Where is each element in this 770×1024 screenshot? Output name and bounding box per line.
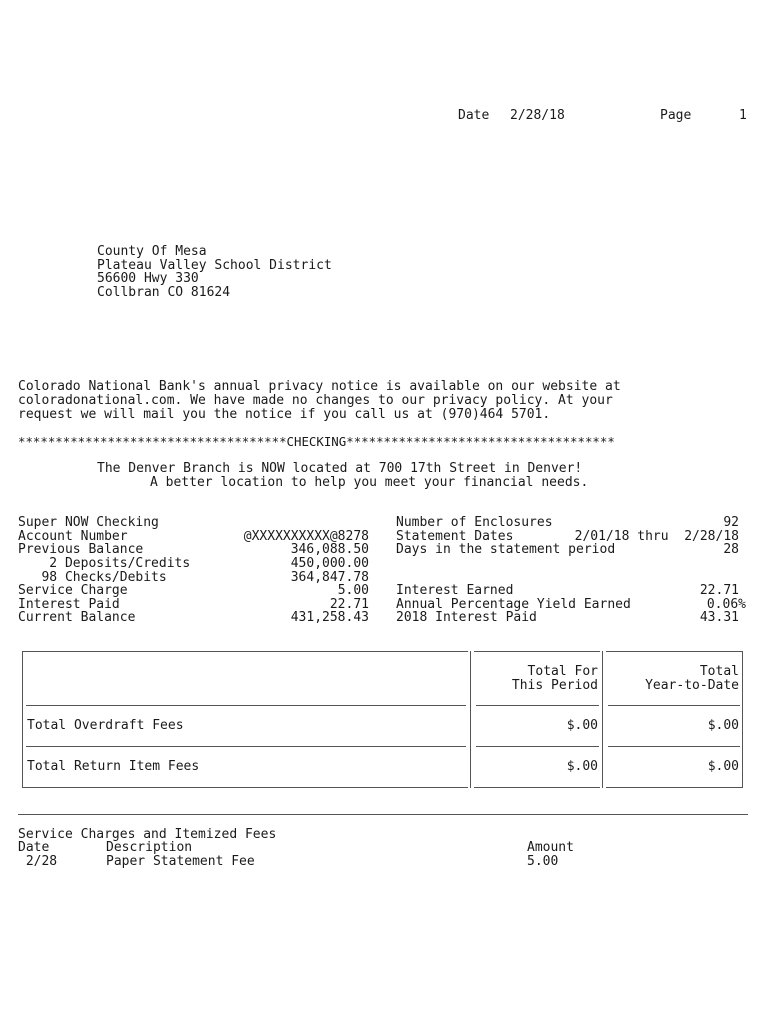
col-header-amount: Amount bbox=[527, 840, 574, 855]
table-rule bbox=[474, 787, 600, 788]
checking-section-banner: ************************************CHECKING************************************ bbox=[18, 434, 615, 449]
interest-earned-value: 22.71 bbox=[699, 583, 739, 598]
apy-value: 0.06% bbox=[706, 597, 746, 612]
page-number: 1 bbox=[739, 108, 747, 123]
ytd-interest-value: 43.31 bbox=[699, 610, 739, 625]
ytd-interest-label: 2018 Interest Paid bbox=[396, 610, 537, 625]
fee-row-ytd: $.00 bbox=[707, 759, 739, 774]
table-rule bbox=[476, 746, 599, 747]
table-rule bbox=[606, 651, 742, 652]
summary-label: Previous Balance bbox=[18, 542, 144, 557]
summary-label: 2 Deposits/Credits bbox=[18, 556, 191, 571]
table-rule bbox=[608, 746, 740, 747]
interest-earned-label: Interest Earned bbox=[396, 583, 514, 598]
col-header-ytd: Total bbox=[699, 664, 739, 679]
col-header-period: Total For bbox=[527, 664, 598, 679]
enclosures-label: Number of Enclosures bbox=[396, 515, 553, 530]
notice-line: request we will mail you the notice if you call us at (970)464 5701. bbox=[18, 407, 551, 422]
enclosures-value: 92 bbox=[723, 515, 739, 530]
account-number: @XXXXXXXXXX@8278 bbox=[243, 529, 369, 544]
col-header-date: Date bbox=[18, 840, 50, 855]
table-border bbox=[22, 651, 23, 788]
fee-row-period: $.00 bbox=[566, 759, 598, 774]
itemized-title: Service Charges and Itemized Fees bbox=[18, 827, 277, 842]
days-label: Days in the statement period bbox=[396, 542, 616, 557]
col-header-period: This Period bbox=[511, 678, 598, 693]
notice-line: Colorado National Bank's annual privacy notice is available on our website at bbox=[18, 379, 621, 394]
table-border bbox=[742, 651, 743, 788]
col-header-description: Description bbox=[106, 840, 193, 855]
statement-date: 2/28/18 bbox=[510, 108, 565, 123]
interest-paid: 22.71 bbox=[329, 597, 369, 612]
statement-dates-value: 2/01/18 thru 2/28/18 bbox=[574, 529, 739, 544]
table-border bbox=[602, 651, 603, 788]
summary-label: Interest Paid bbox=[18, 597, 120, 612]
date-label: Date bbox=[458, 108, 490, 123]
table-rule bbox=[608, 705, 740, 706]
summary-label: Current Balance bbox=[18, 610, 136, 625]
service-charge: 5.00 bbox=[337, 583, 369, 598]
previous-balance: 346,088.50 bbox=[290, 542, 369, 557]
table-rule bbox=[22, 651, 468, 652]
section-divider bbox=[18, 814, 748, 815]
current-balance: 431,258.43 bbox=[290, 610, 369, 625]
fee-description: Paper Statement Fee bbox=[106, 854, 255, 869]
apy-label: Annual Percentage Yield Earned bbox=[396, 597, 631, 612]
announcement-line: A better location to help you meet your financial needs. bbox=[150, 475, 589, 490]
fee-row-ytd: $.00 bbox=[707, 718, 739, 733]
checks-debits: 364,847.78 bbox=[290, 570, 369, 585]
table-rule bbox=[26, 705, 466, 706]
table-border bbox=[470, 651, 471, 788]
account-type: Super NOW Checking bbox=[18, 515, 159, 530]
table-rule bbox=[606, 787, 742, 788]
deposits-credits: 450,000.00 bbox=[290, 556, 369, 571]
address-line: Collbran CO 81624 bbox=[97, 285, 231, 300]
fee-row-label: Total Return Item Fees bbox=[27, 759, 200, 774]
summary-label: Account Number bbox=[18, 529, 128, 544]
summary-label: Service Charge bbox=[18, 583, 128, 598]
address-line: Plateau Valley School District bbox=[97, 258, 332, 273]
fee-amount: 5.00 bbox=[527, 854, 559, 869]
fee-date: 2/28 bbox=[18, 854, 58, 869]
table-rule bbox=[474, 651, 600, 652]
table-rule bbox=[476, 705, 599, 706]
fee-row-label: Total Overdraft Fees bbox=[27, 718, 184, 733]
table-rule bbox=[22, 787, 468, 788]
fee-row-period: $.00 bbox=[566, 718, 598, 733]
table-rule bbox=[26, 746, 466, 747]
address-line: 56600 Hwy 330 bbox=[97, 271, 199, 286]
address-line: County Of Mesa bbox=[97, 244, 207, 259]
col-header-ytd: Year-to-Date bbox=[645, 678, 739, 693]
statement-dates-label: Statement Dates bbox=[396, 529, 514, 544]
days-value: 28 bbox=[723, 542, 739, 557]
page-label: Page bbox=[660, 108, 692, 123]
announcement-line: The Denver Branch is NOW located at 700 17th Street in Denver! bbox=[97, 461, 583, 476]
notice-line: coloradonational.com. We have made no changes to our privacy policy. At your bbox=[18, 393, 613, 408]
summary-label: 98 Checks/Debits bbox=[18, 570, 167, 585]
